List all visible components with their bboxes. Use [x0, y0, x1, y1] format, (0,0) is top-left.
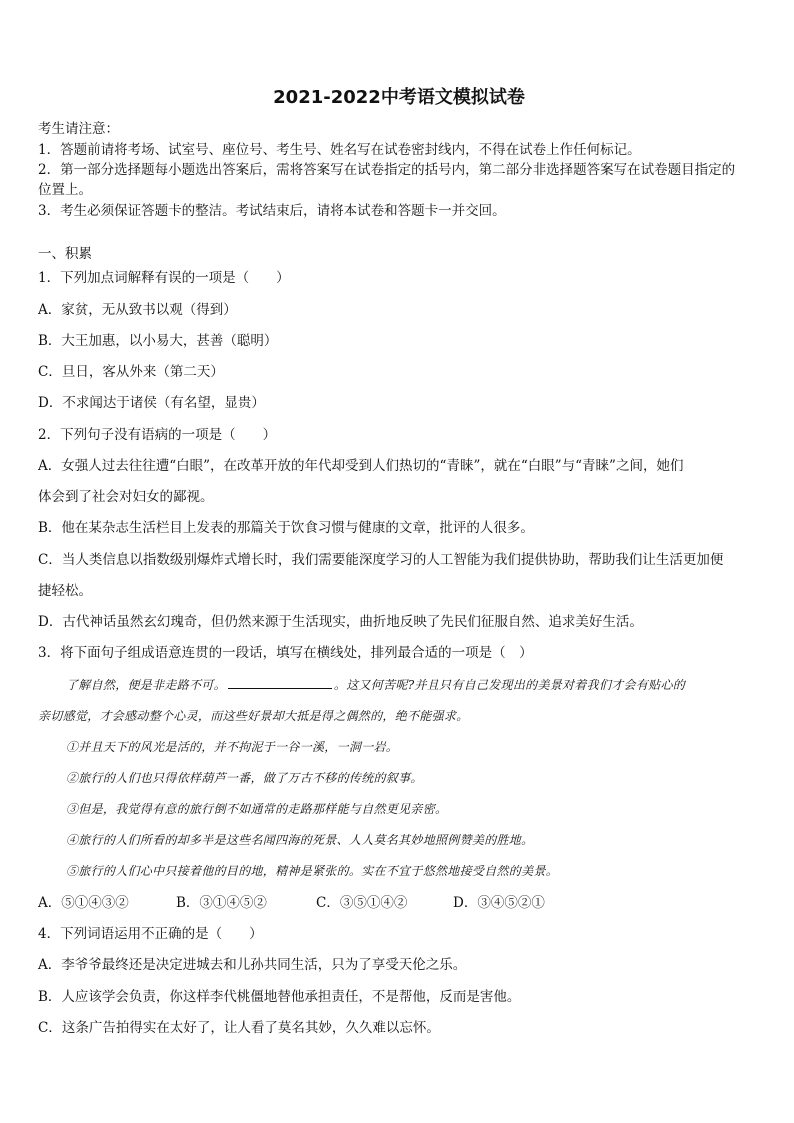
notice-item-2b: 位置上。 — [38, 182, 92, 198]
question-1-option-c: C．旦日，客从外来（第二天） — [38, 364, 224, 380]
question-3-stem: 3．将下面句子组成语意连贯的一段话，填写在横线处，排列最合适的一项是（ ） — [38, 645, 533, 661]
question-3-option-a: A．⑤①④③② — [38, 895, 129, 911]
question-1-option-d: D．不求闻达于诸侯（有名望，显贵） — [38, 395, 265, 411]
question-2-option-d: D．古代神话虽然玄幻瑰奇，但仍然来源于生活现实，曲折地反映了先民们征服自然、追求美好生活。 — [38, 614, 643, 630]
question-2-option-c-line1: C．当人类信息以指数级别爆炸式增长时，我们需要能深度学习的人工智能为我们提供协助，帮助我们让生活更加便 — [38, 552, 724, 568]
question-3-option-b: B．③①④⑤② — [176, 895, 267, 911]
passage-text-after: 。这又何苦呢?并且只有自己发现出的美景对着我们才会有贴心的 — [333, 678, 686, 692]
question-4-stem: 4．下列词语运用不正确的是（ ） — [38, 926, 263, 942]
question-3-sentence-2: ②旅行的人们也只得依样葫芦一番，做了万古不移的传统的叙事。 — [66, 771, 423, 785]
question-3-option-d: D．③④⑤②① — [453, 895, 545, 911]
question-2-option-c-line2: 捷轻松。 — [38, 583, 92, 599]
notice-heading: 考生请注意： — [38, 121, 119, 137]
question-2-option-a-line2: 体会到了社会对妇女的鄙视。 — [38, 489, 214, 505]
question-4-option-c: C．这条广告拍得实在太好了，让人看了莫名其妙，久久难以忘怀。 — [38, 1020, 440, 1036]
question-2-option-a-line1: A．女强人过去往往遭“白眼”，在改革开放的年代却受到人们热切的“青睐”，就在“白眼”与“青睐”之间，她们 — [38, 458, 684, 474]
page-title: 2021-2022中考语文模拟试卷 — [273, 87, 525, 108]
question-3-passage-line2: 亲切感觉，才会感动整个心灵，而这些好景却大抵是得之偶然的，绝不能强求。 — [38, 709, 469, 723]
notice-item-3: 3．考生必须保证答题卡的整洁。考试结束后，请将本试卷和答题卡一并交回。 — [38, 203, 506, 219]
question-3-sentence-5: ⑤旅行的人们心中只接着他的目的地，精神是紧张的。实在不宜于悠然地接受自然的美景。 — [66, 864, 559, 878]
question-3-sentence-3: ③但是，我觉得有意的旅行倒不如通常的走路那样能与自然更见亲密。 — [66, 802, 448, 816]
notice-item-1: 1．答题前请将考场、试室号、座位号、考生号、姓名写在试卷密封线内，不得在试卷上作任何标记。 — [38, 142, 641, 158]
question-4-option-a: A．李爷爷最终还是决定进城去和儿孙共同生活，只为了享受天伦之乐。 — [38, 957, 467, 973]
question-1-stem: 1．下列加点词解释有误的一项是（ ） — [38, 270, 290, 286]
question-3-passage-line1 — [66, 675, 685, 695]
section-heading: 一、积累 — [38, 246, 92, 262]
passage-text-before: 了解自然，便是非走路不可。 — [66, 678, 226, 692]
question-3-options — [38, 893, 545, 913]
question-3-sentence-1: ①并且天下的风光是活的，并不拘泥于一谷一溪，一洞一岩。 — [66, 740, 399, 754]
notice-item-2a: 2．第一部分选择题每小题选出答案后，需将答案写在试卷指定的括号内，第二部分非选择题答案写在试卷题目指定的 — [38, 162, 736, 178]
question-3-option-c: C．③⑤①④② — [316, 895, 408, 911]
question-2-stem: 2．下列句子没有语病的一项是（ ） — [38, 427, 277, 443]
question-3-sentence-4: ④旅行的人们所看的却多半是这些名闻四海的死景、人人莫名其妙地照例赞美的胜地。 — [66, 833, 534, 847]
question-4-option-b: B．人应该学会负责，你这样李代桃僵地替他承担责任，不是帮他，反而是害他。 — [38, 989, 521, 1005]
question-1-option-b: B．大王加惠，以小易大，甚善（聪明） — [38, 333, 278, 349]
question-2-option-b: B．他在某杂志生活栏目上发表的那篇关于饮食习惯与健康的文章，批评的人很多。 — [38, 520, 534, 536]
question-1-option-a: A．家贫，无从致书以观（得到） — [38, 302, 237, 318]
answer-blank — [228, 676, 332, 689]
